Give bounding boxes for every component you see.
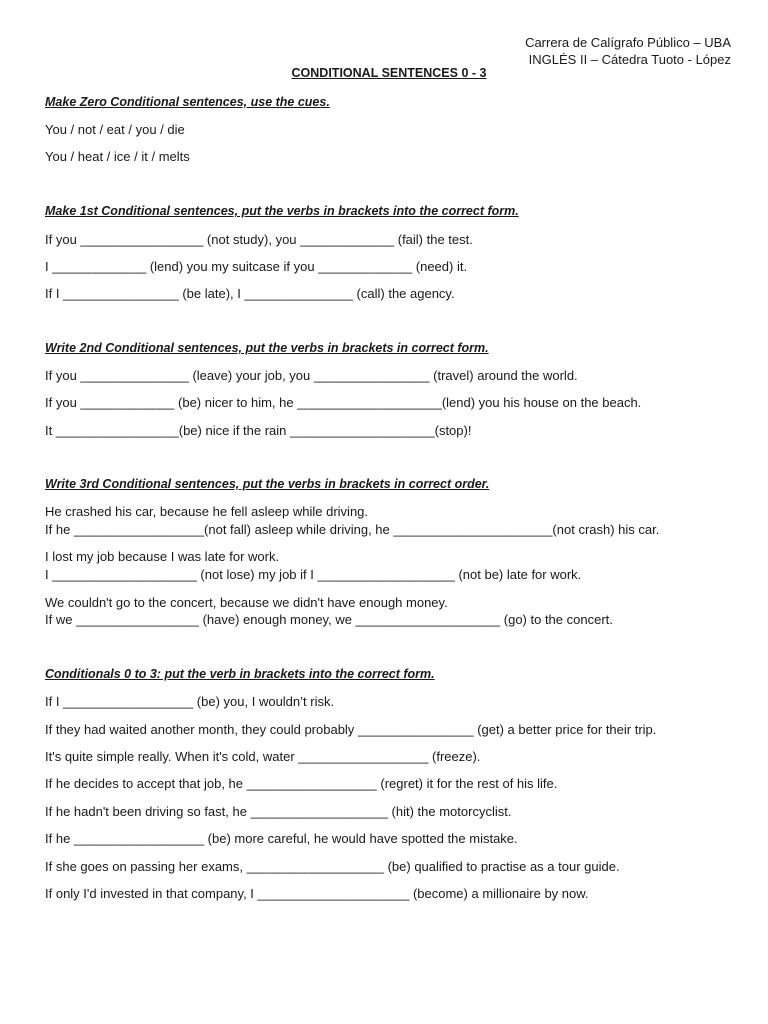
exercise-item: If only I'd invested in that company, I _____________________ (become) a millionaire by now. bbox=[45, 886, 589, 901]
exercise-prompt: We couldn't go to the concert, because we didn't have enough money. bbox=[45, 595, 448, 610]
exercise-item: I ____________________ (not lose) my job if I ___________________ (not be) late for work. bbox=[45, 567, 582, 582]
exercise-item: If you _____________ (be) nicer to him, he ____________________(lend) you his house on the beach. bbox=[45, 395, 642, 410]
exercise-item: If he hadn't been driving so fast, he ___________________ (hit) the motorcyclist. bbox=[45, 804, 512, 819]
exercise-item: I _____________ (lend) you my suitcase if you _____________ (need) it. bbox=[45, 259, 468, 274]
exercise-item: If I __________________ (be) you, I wouldn’t risk. bbox=[45, 694, 335, 709]
exercise-item: If they had waited another month, they could probably ________________ (get) a better price for their trip. bbox=[45, 722, 657, 737]
section-5-instruction: Conditionals 0 to 3: put the verb in brackets into the correct form. bbox=[45, 667, 435, 681]
exercise-prompt: He crashed his car, because he fell asleep while driving. bbox=[45, 504, 369, 519]
exercise-item: It _________________(be) nice if the rain ____________________(stop)! bbox=[45, 423, 472, 438]
exercise-item: If you _________________ (not study), you _____________ (fail) the test. bbox=[45, 232, 473, 247]
page-title: CONDITIONAL SENTENCES 0 - 3 bbox=[291, 66, 487, 80]
document-header bbox=[525, 34, 731, 68]
exercise-item: If I ________________ (be late), I _______________ (call) the agency. bbox=[45, 286, 455, 301]
section-3-instruction: Write 2nd Conditional sentences, put the verbs in brackets in correct form. bbox=[45, 341, 489, 355]
exercise-item: If you _______________ (leave) your job, you ________________ (travel) around the world. bbox=[45, 368, 578, 383]
exercise-item: If he __________________(not fall) asleep while driving, he ______________________(not crash) his car. bbox=[45, 522, 660, 537]
exercise-prompt: I lost my job because I was late for work. bbox=[45, 549, 280, 564]
exercise-item: You / not / eat / you / die bbox=[45, 122, 185, 137]
exercise-item: It's quite simple really. When it's cold, water __________________ (freeze). bbox=[45, 749, 481, 764]
section-1-instruction: Make Zero Conditional sentences, use the cues. bbox=[45, 95, 330, 109]
header-line-subject: INGLÉS II – Cátedra Tuoto - López bbox=[528, 52, 731, 67]
exercise-item: If we _________________ (have) enough money, we ____________________ (go) to the concert. bbox=[45, 612, 613, 627]
exercise-item: If he __________________ (be) more careful, he would have spotted the mistake. bbox=[45, 831, 518, 846]
exercise-item: If he decides to accept that job, he __________________ (regret) it for the rest of his life. bbox=[45, 776, 558, 791]
section-4-instruction: Write 3rd Conditional sentences, put the verbs in brackets in correct order. bbox=[45, 477, 490, 491]
exercise-item: If she goes on passing her exams, ___________________ (be) qualified to practise as a tour guide. bbox=[45, 859, 620, 874]
section-2-instruction: Make 1st Conditional sentences, put the verbs in brackets into the correct form. bbox=[45, 204, 519, 218]
exercise-item: You / heat / ice / it / melts bbox=[45, 149, 190, 164]
header-line-course: Carrera de Calígrafo Público – UBA bbox=[525, 35, 731, 50]
